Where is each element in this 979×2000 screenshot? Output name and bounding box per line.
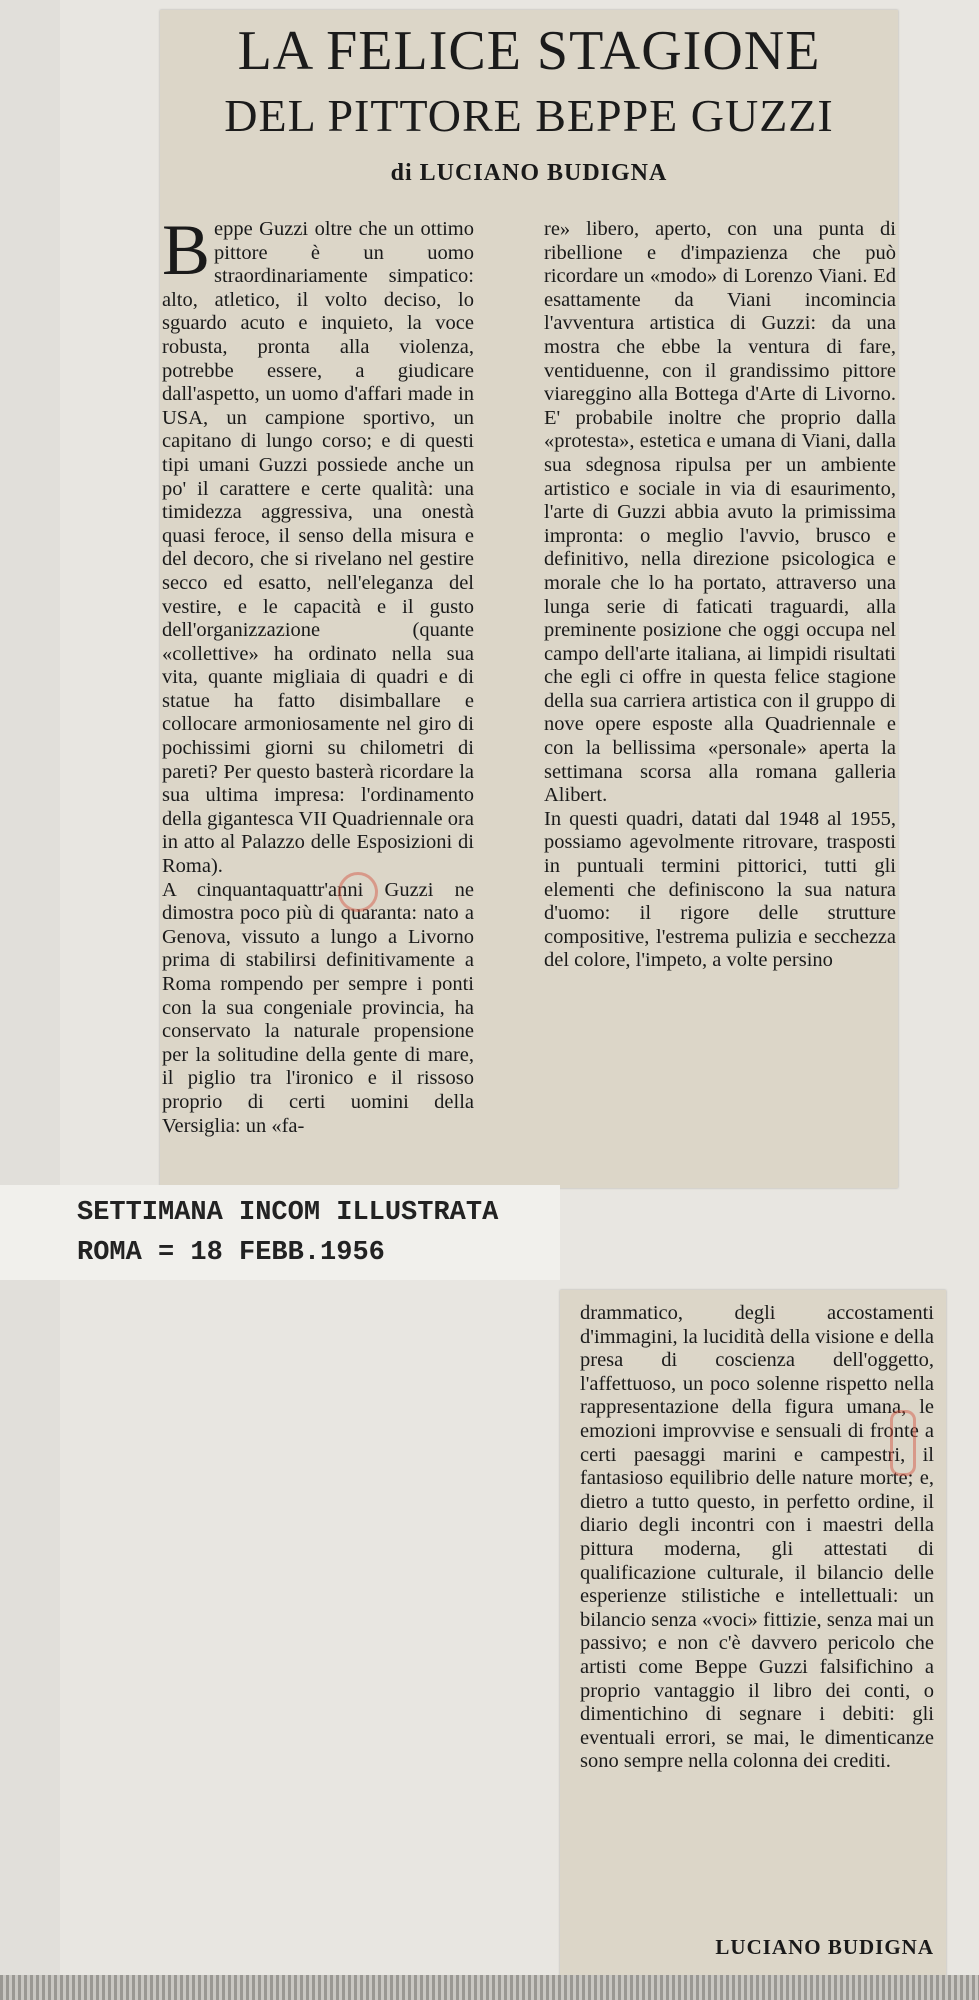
byline: di LUCIANO BUDIGNA [390,160,668,186]
red-pencil-mark [890,1410,916,1476]
article-column-3: drammatico, degli accostamenti d'immagini, la lucidità della visione e della presa di coscienza dell'oggetto, l'affettuoso, un poco solenne rispetto nella rappresentazione della figura umana, le emozioni improvvise e sensuali di fronte a certi paesaggi marini e campestri, il fantasioso equilibrio delle nature morte; e, dietro a tutto questo, in perfetto ordine, il diario degli incontri con i maestri della pittura moderna, gli attestati di qualificazione culturale, il bilancio delle esperienze stilistiche e intellettuali: un bilancio senza «voci» fittizie, senza mai un passivo; e non c'è davvero pericolo che artisti come Beppe Guzzi falsifichino a proprio vantaggio il libro dei conti, o dimentichino di segnare i debiti: gli eventuali errori, se mai, le dimenticanze sono sempre nella colonna dei crediti. [580,1302,934,1773]
article-signature: LUCIANO BUDIGNA [715,1935,934,1959]
red-pencil-mark [338,872,378,912]
source-label-date: ROMA = 18 FEBB.1956 [77,1238,385,1268]
newspaper-clipping-continuation [560,1290,946,1980]
article-column-1 [162,210,474,1138]
column-1-text: eppe Guzzi oltre che un ottimo pittore è un uomo straordinariamente simpatico: alto, atletico, il volto deciso, lo sguardo acuto e inquieto, la voce robusta, pronta alla violenza, potrebbe essere, a giudicare dall'aspetto, un uomo d'affari made in USA, un campione sportivo, un capitano di lungo corso; e di questi tipi umani Guzzi possiede anche un po' il carattere e certe qualità: una timidezza aggressiva, una onestà quasi feroce, il senso della misura e del decoro, che si rivelano nel gestire secco ed esatto, nell'eleganza del vestire, e le capacità e il gusto dell'organizzazione (quante «collettive» ha ordinato nella sua vita, quante migliaia di quadri e di statue ha fatto disimballare e collocare armoniosamente nel giro di pochissimi giorni su chilometri di pareti? Per questo basterà ricordare la sua ultima impresa: l'ordinamento della gigantesca VII Quadriennale ora in atto al Palazzo delle Esposizioni di Roma). A cinquantaquattr'anni Guzzi ne dimostra poco più di quaranta: nato a Genova, vissuto a lungo a Livorno prima di stabilirsi definitivamente a Roma rompendo per sempre i ponti con la sua congeniale provincia, ha conservato la naturale propensione per la solitudine della gente di mare, il piglio tra l'ironico e il rissoso proprio di certi uomini della Versiglia: un «fa- [162,218,474,1137]
headline-line-2: DEL PITTORE BEPPE GUZZI [224,90,834,141]
newspaper-clipping-main [160,10,898,1188]
article-column-2: re» libero, aperto, con una punta di ribellione e d'impazienza che può ricordare un «modo» di Lorenzo Viani. Ed esattamente da Viani incomincia l'avventura artistica di Guzzi: da una mostra che ebbe la ventura di fare, ventiduenne, con il grandissimo pittore viareggino alla Bottega d'Arte di Livorno. E' probabile inoltre che proprio dalla «protesta», estetica e umana di Viani, dalla sua sdegnosa ripulsa per un ambiente artistico e sociale in via di esaurimento, l'arte di Guzzi abbia avuto la primissima impronta: o meglio l'avvio, brusco e definitivo, nella direzione psicologica e morale che lo ha portato, attraverso una lunga serie di faticati traguardi, alla preminente posizione che oggi occupa nel campo dell'arte italiana, ai limpidi risultati che egli ci offre in questa felice stagione della sua carriera artistica con il gruppo di nove opere esposte alla Quadriennale e con la bellissima «personale» aperta la settimana scorsa alla romana galleria Alibert. In questi quadri, datati dal 1948 al 1955, possiamo agevolmente ritrovare, trasposti in puntuali termini pittorici, tutti gli elementi che definiscono la sua natura d'uomo: il rigore delle strutture compositive, l'estrema pulizia e secchezza del colore, l'impeto, a volte persino [544,218,896,972]
source-label-publication: SETTIMANA INCOM ILLUSTRATA [77,1198,499,1228]
scanner-edge-strip [0,1975,979,2000]
headline-line-1: LA FELICE STAGIONE [237,20,821,82]
source-label [0,1185,560,1280]
drop-cap: B [162,210,211,290]
page-margin [0,0,60,2000]
